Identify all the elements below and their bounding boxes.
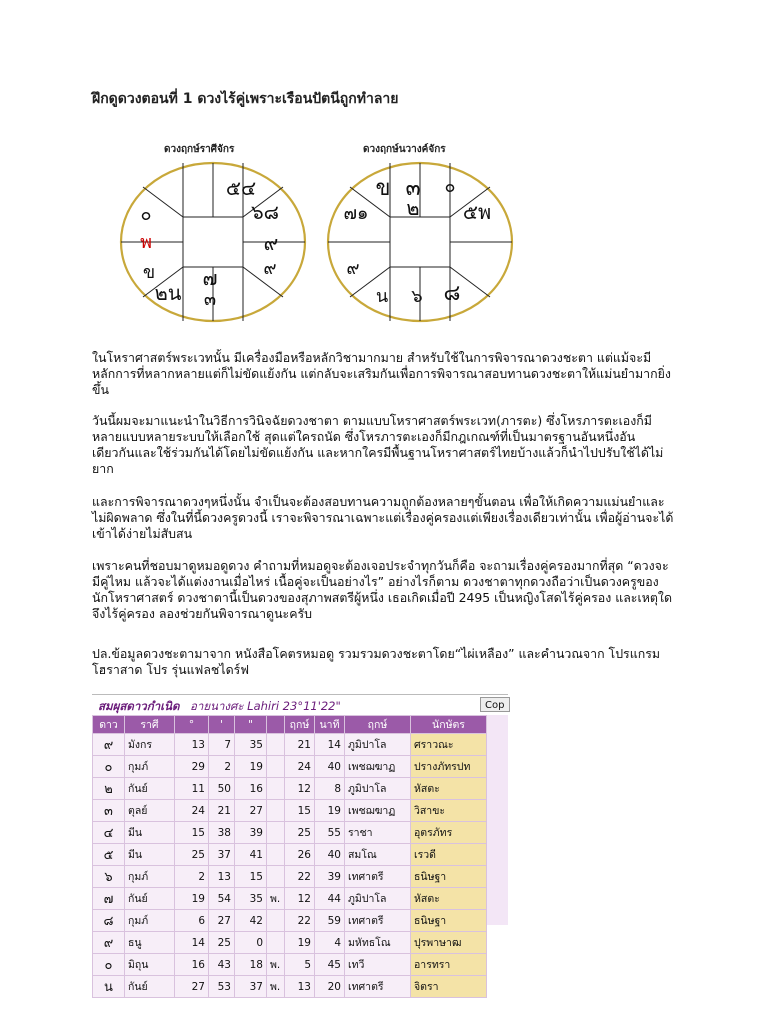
table-cell: หัสตะ [411,778,487,800]
navamsa-cell-3: ๐ [444,176,456,197]
paragraph-verification: และการพิจารณาดวงๆหนึ่งนั้น จำเป็นจะต้องสอบทานความถูกต้องหลายๆขั้นตอน เพื่อให้เกิดความแม่นยำและไม่ผิดพลาด ซึ่งในที่นี้ดวงครูดวงนี้ เราจะพิจารณาเฉพาะแต่เรื่องคู่ครองแต่เพียงเรื่องเดียวเท่านั้น เพื่อผู้อ่านจะได้เข้าได้ง่ายไม่สับสน [92,494,674,541]
table-cell: ศราวณะ [411,734,487,756]
table-row [93,822,487,844]
table-cell: 13 [209,866,235,888]
rasi-cell-3: ๙ [263,258,277,279]
table-cell: 25 [209,932,235,954]
table-cell: 14 [175,932,209,954]
table-cell: 59 [315,910,345,932]
table-cell: กุมภ์ [125,910,175,932]
navamsa-cell-6: ๖ [411,286,423,307]
table-cell: 42 [235,910,267,932]
table-cell: ๒ [93,778,125,800]
table-cell: กันย์ [125,778,175,800]
table-cell: ๐ [93,954,125,976]
navamsa-cell-2: ๒ [406,196,420,220]
table-cell: 22 [285,910,315,932]
table-cell: ธนิษฐา [411,866,487,888]
navamsa-cell-1: ๓ [405,176,421,201]
table-cell: 13 [175,734,209,756]
table-cell: ราชา [345,822,411,844]
table-cell: 15 [175,822,209,844]
table-cell: ๐ [93,756,125,778]
table-cell: 5 [285,954,315,976]
table-cell: เพชฌฆาฏ [345,800,411,822]
table-cell: 20 [315,976,345,998]
table-cell: 40 [315,756,345,778]
table-row [93,734,487,756]
table-cell: 26 [285,844,315,866]
table-cell: ๖ [93,866,125,888]
page-title: ฝึกดูดวงตอนที่ 1 ดวงไร้คู่เพราะเรือนปัตนีถูกทำลาย [92,91,399,107]
table-header-bar [92,695,508,715]
table-cell: 25 [285,822,315,844]
navamsa-cell-0: ข [375,176,391,201]
table-cell: 21 [209,800,235,822]
table-cell [267,756,285,778]
table-cell: อุตรภัทร [411,822,487,844]
table-header-cell: ° [175,716,209,734]
table-cell: 6 [175,910,209,932]
table-header-cell [267,716,285,734]
table-cell: เทวี [345,954,411,976]
table-cell: มหัทธโณ [345,932,411,954]
table-cell: 2 [209,756,235,778]
rasi-chart-wheel [113,157,313,327]
table-row [93,888,487,910]
rasi-cell-5: ๓ [203,289,217,310]
planet-position-table [92,694,508,995]
table-cell: 21 [285,734,315,756]
table-row [93,910,487,932]
table-header-cell: ' [209,716,235,734]
table-row [93,800,487,822]
table-cell: พ. [267,888,285,910]
table-cell: มีน [125,822,175,844]
table-cell: 54 [209,888,235,910]
table-cell: 2 [175,866,209,888]
table-cell: ภูมิปาโล [345,778,411,800]
table-cell: กุมภ์ [125,756,175,778]
table-cell: ปุรพาษาฒ [411,932,487,954]
table-cell: 40 [315,844,345,866]
table-cell: 19 [175,888,209,910]
positions-table [92,715,487,998]
paragraph-intro: ในโหราศาสตร์พระเวทนั้น มีเครื่องมือหรือหลักวิชามากมาย สำหรับใช้ในการพิจารณาดวงชะตา แต่แม้จะมีหลักการที่หลากหลายแต่ก็ไม่ขัดแย้งกัน แต่กลับจะเสริมกันเพื่อการพิจารณาสอบทานดวงชะตาให้แม่นยำมากยิ่งขึ้น [92,350,671,397]
table-cell: ๙ [93,932,125,954]
table-cell: 24 [285,756,315,778]
table-cell: 22 [285,866,315,888]
chart-label-rasi: ดวงฤกษ์ราศีจักร [164,144,235,155]
table-row [93,932,487,954]
table-header-cell: นาที [315,716,345,734]
table-cell: 39 [235,822,267,844]
table-cell: หัสตะ [411,888,487,910]
table-cell: 19 [285,932,315,954]
rasi-cell-0: ๕๔ [225,176,257,200]
table-cell: วิสาขะ [411,800,487,822]
table-cell: กุมภ์ [125,866,175,888]
table-cell: ปรางภัทรปท [411,756,487,778]
table-cell: ภูมิปาโล [345,888,411,910]
table-cell: ธนู [125,932,175,954]
table-cell: 50 [209,778,235,800]
navamsa-cell-5: ๘ [443,281,461,306]
table-row [93,866,487,888]
table-cell: ภูมิปาโล [345,734,411,756]
navamsa-chart-wheel [320,157,520,327]
table-cell: เทศาตรี [345,910,411,932]
table-cell: 8 [315,778,345,800]
table-cell [267,822,285,844]
paragraph-source-note: ปล.ข้อมูลดวงชะตามาจาก หนังสือโคตรหมอดู รวมรวมดวงชะตาโดย“ไผ่เหลือง” และคำนวณจาก โปรแกรมโฮราสาด โปร รุ่นแฟลชไดร์ฟ [92,646,661,677]
table-cell: 35 [235,734,267,756]
table-cell: 16 [175,954,209,976]
table-row [93,976,487,998]
table-cell: 19 [235,756,267,778]
table-row [93,756,487,778]
table-cell: อารทรา [411,954,487,976]
table-header-cell: ดาว [93,716,125,734]
table-cell [267,800,285,822]
table-cell [267,844,285,866]
rasi-cell-1: ๖๘ [250,200,280,224]
table-cell: 19 [315,800,345,822]
paragraph-case: เพราะคนที่ชอบมาดูหมอดูดวง คำถามที่หมอดูจะต้องเจอประจำทุกวันก็คือ จะถามเรื่องคู่ครองมากที่สุด “ดวงจะมีคู่ไหม แล้วจะได้แต่งงานเมื่อไหร่ เนื้อคู่จะเป็นอย่างไร” อย่างไรก็ตาม ดวงชาตาทุกดวงถือว่าเป็นดวงครูของนักโหราศาสตร์ ดวงชาตานี้เป็นดวงของสุภาพสตรีผู้หนึ่ง เธอเกิดเมื่อปี 2495 เป็นหญิงโสดไร้คู่ครอง และเหตุใดจึงไร้คู่ครอง ลองช่วยกันพิจารณาดูนะครับ [92,558,673,621]
table-cell: 55 [315,822,345,844]
table-cell: 53 [209,976,235,998]
table-cell: 45 [315,954,345,976]
table-cell: ๔ [93,822,125,844]
table-header-cell: ราศี [125,716,175,734]
table-cell [267,778,285,800]
navamsa-cell-4: ๕พ [462,200,492,224]
table-cell: 44 [315,888,345,910]
table-header-cell: นักษัตร [411,716,487,734]
table-cell: เทศาตรี [345,976,411,998]
table-cell: 27 [235,800,267,822]
table-row [93,954,487,976]
table-cell: ๗ [93,888,125,910]
table-title: สมผุสดาวกำเนิด [98,699,180,713]
table-cell: 27 [175,976,209,998]
paragraph-method: วันนี้ผมจะมาแนะนำในวิธีการวินิจฉัยดวงชาตา ตามแบบโหราศาสตร์พระเวท(ภารตะ) ซึ่งโหรภารตะเองก็มีหลายแบบหลายระบบให้เลือกใช้ สุดแต่ใครถนัด ซึ่งโหรภารตะเองก็มีกฎเกณฑ์ที่เป็นมาตรฐานอันหนึ่งอันเดียวกันและใช้ร่วมกันได้โดยไม่ขัดแย้งกัน และหากใครมีพื้นฐานโหราศาสตร์ไทยบ้างแล้วก็นำไปปรับใช้ได้ไม่ยาก [92,413,664,476]
table-cell: ๕ [93,844,125,866]
table-cell: 37 [209,844,235,866]
table-cell: 38 [209,822,235,844]
table-cell: มังกร [125,734,175,756]
table-cell: 29 [175,756,209,778]
table-row [93,778,487,800]
table-cell: ๘ [93,910,125,932]
table-cell: จิตรา [411,976,487,998]
table-cell: กันย์ [125,976,175,998]
table-cell: 24 [175,800,209,822]
table-cell: 37 [235,976,267,998]
table-cell: เพชฌฆาฏ [345,756,411,778]
table-cell: 15 [235,866,267,888]
table-header-row [93,716,487,734]
table-subtitle: อายนางศะ Lahiri 23°11'22" [190,699,341,713]
table-cell: 11 [175,778,209,800]
table-cell: 43 [209,954,235,976]
table-cell: 35 [235,888,267,910]
table-header-cell: " [235,716,267,734]
table-cell: 12 [285,888,315,910]
table-cell: พ. [267,976,285,998]
table-cell [267,734,285,756]
table-cell: 27 [209,910,235,932]
table-cell: มิถุน [125,954,175,976]
table-cell: มีน [125,844,175,866]
table-cell: 7 [209,734,235,756]
table-cell: 16 [235,778,267,800]
rasi-cell-2: ๙ [263,231,279,255]
table-cell: น [93,976,125,998]
rasi-cell-7: ๒น [154,281,182,305]
table-cell [267,932,285,954]
table-cell: 14 [315,734,345,756]
rasi-cell-6: ข [142,262,156,283]
table-header-cell: ฤกษ์ [345,716,411,734]
table-cell: ธนิษฐา [411,910,487,932]
table-cell: 13 [285,976,315,998]
table-cell: 41 [235,844,267,866]
table-cell: 12 [285,778,315,800]
table-cell: 4 [315,932,345,954]
rasi-cell-8: พ [140,232,152,253]
navamsa-cell-8: ๙ [346,258,360,279]
rasi-cell-4: ๗ [202,266,218,290]
chart-label-navamsa: ดวงฤกษ์นวางค์จักร [363,144,446,155]
table-cell: 15 [285,800,315,822]
table-cell: ๙ [93,734,125,756]
table-cell: กันย์ [125,888,175,910]
table-cell: 39 [315,866,345,888]
copy-button[interactable]: Cop [480,697,510,712]
navamsa-cell-9: ๗๑ [343,203,369,224]
table-cell: พ. [267,954,285,976]
table-cell: 25 [175,844,209,866]
table-cell: 0 [235,932,267,954]
table-cell: เรวดี [411,844,487,866]
table-cell: เทศาตรี [345,866,411,888]
table-row [93,844,487,866]
table-cell: ๓ [93,800,125,822]
table-header-cell: ฤกษ์ [285,716,315,734]
table-cell: 18 [235,954,267,976]
table-cell: สมโณ [345,844,411,866]
table-cell [267,866,285,888]
rasi-cell-9: ๐ [140,204,152,225]
table-cell: ตุลย์ [125,800,175,822]
navamsa-cell-7: น [375,286,389,307]
table-cell [267,910,285,932]
